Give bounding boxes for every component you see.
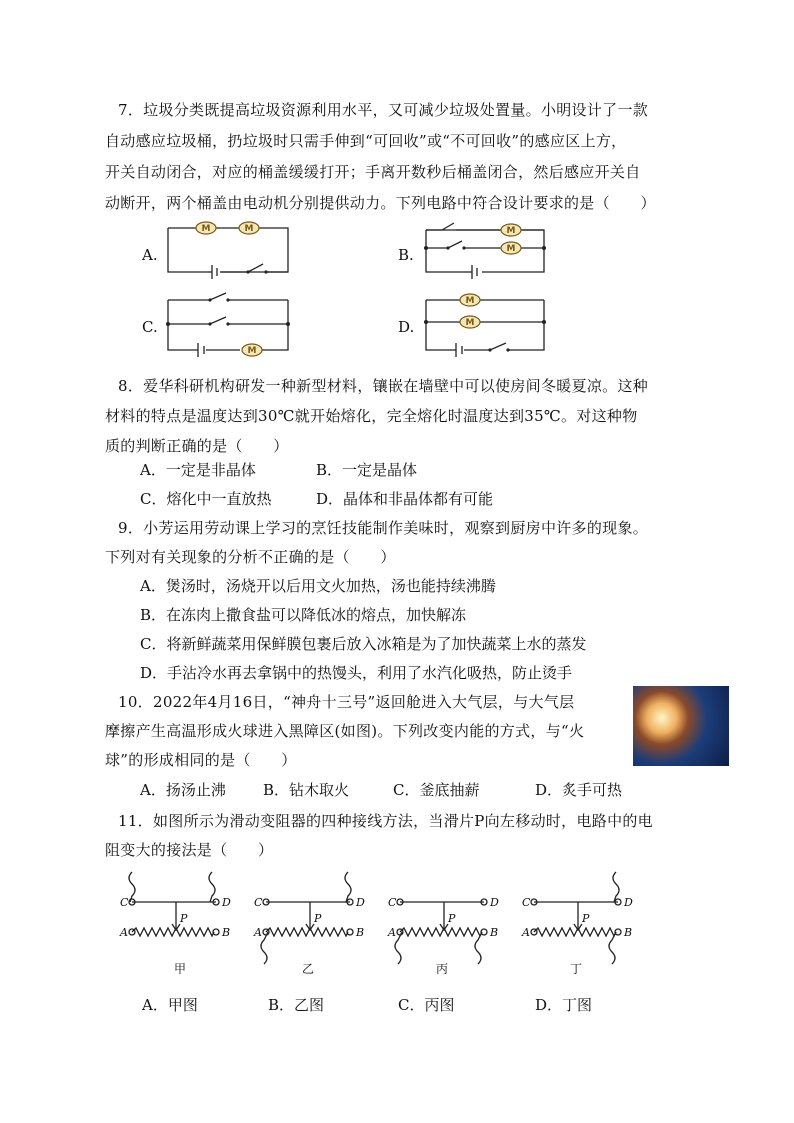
q11-line-2: 阻变大的接法是（ ） — [105, 841, 274, 859]
q10-option-c: C．釜底抽薪 — [393, 781, 480, 799]
rheostat-diagram-jia — [118, 870, 238, 980]
q10-option-b: B．钻木取火 — [263, 781, 350, 799]
q10-line-3: 球”的形成相同的是（ ） — [105, 751, 297, 769]
svg-text:M: M — [201, 224, 211, 234]
reentry-capsule-photo — [633, 686, 729, 766]
rheostat-diagram-yi — [252, 870, 372, 980]
circuit-diagram-c — [160, 292, 295, 357]
svg-text:M: M — [244, 224, 254, 234]
svg-text:D: D — [624, 896, 633, 909]
q7-option-d: D. — [398, 318, 415, 336]
q8-option-a: A．一定是非晶体 — [140, 461, 256, 479]
q11-option-c: C．丙图 — [398, 996, 455, 1014]
q7-option-c: C. — [142, 318, 158, 336]
svg-text:M: M — [506, 244, 516, 254]
svg-text:P: P — [448, 912, 456, 925]
svg-text:D: D — [356, 896, 365, 909]
q8-option-d: D．晶体和非晶体都有可能 — [316, 490, 494, 508]
caption-jia: 甲 — [174, 962, 187, 976]
svg-text:M: M — [247, 346, 257, 356]
svg-text:A: A — [388, 926, 396, 939]
q7-line-2: 自动感应垃圾桶，扔垃圾时只需手伸到“可回收”或“不可回收”的感应区上方， — [105, 132, 627, 150]
q8-line-1: 8．爱华科研机构研发一种新型材料，镶嵌在墙壁中可以使房间冬暖夏凉。这种 — [118, 377, 649, 395]
q9-option-d: D．手沾冷水再去拿锅中的热馒头，利用了水汽化吸热，防止烫手 — [140, 664, 573, 682]
q11-option-a: A．甲图 — [142, 996, 198, 1014]
q7-line-1: 7．垃圾分类既提高垃圾资源利用水平，又可减少垃圾处置量。小明设计了一款 — [118, 101, 649, 119]
q8-line-2: 材料的特点是温度达到30℃就开始熔化，完全熔化时温度达到35℃。对这种物 — [105, 407, 638, 425]
circuit-diagram-b — [420, 220, 550, 280]
q11-option-d: D．丁图 — [535, 996, 593, 1014]
q10-line-1: 10．2022年4月16日，“神舟十三号”返回舱进入大气层，与大气层 — [118, 693, 575, 711]
motor-icon — [460, 294, 480, 306]
q7-line-3: 开关自动闭合，对应的桶盖缓缓打开；手离开数秒后桶盖闭合，然后感应开关自 — [105, 163, 641, 181]
svg-text:M: M — [465, 318, 475, 328]
svg-text:A: A — [522, 926, 530, 939]
svg-text:C: C — [120, 896, 129, 909]
motor-icon — [501, 242, 521, 254]
svg-text:B: B — [222, 926, 231, 939]
svg-text:A: A — [254, 926, 262, 939]
svg-text:A: A — [120, 926, 128, 939]
q7-option-a: A. — [142, 246, 158, 264]
q10-option-d: D．炙手可热 — [535, 781, 623, 799]
q10-line-2: 摩擦产生高温形成火球进入黑障区(如图)。下列改变内能的方式，与“火 — [105, 722, 585, 740]
circuit-diagram-a — [160, 220, 295, 280]
q7-line-4: 动断开，两个桶盖由电动机分别提供动力。下列电路中符合设计要求的是（ ） — [105, 194, 656, 212]
caption-bing: 丙 — [436, 962, 449, 976]
caption-yi: 乙 — [302, 962, 315, 976]
q9-line-2: 下列对有关现象的分析不正确的是（ ） — [105, 548, 396, 566]
q8-option-b: B．一定是晶体 — [316, 461, 418, 479]
q10-option-a: A．扬汤止沸 — [140, 781, 226, 799]
svg-text:P: P — [314, 912, 322, 925]
svg-text:P: P — [582, 912, 590, 925]
svg-text:B: B — [490, 926, 499, 939]
svg-text:D: D — [490, 896, 499, 909]
svg-text:P: P — [180, 912, 188, 925]
motor-icon — [239, 222, 259, 234]
svg-text:B: B — [356, 926, 365, 939]
motor-icon — [460, 316, 480, 328]
rheostat-diagram-ding — [520, 870, 640, 980]
svg-text:B: B — [624, 926, 633, 939]
motor-icon — [196, 222, 216, 234]
motor-icon — [242, 344, 262, 356]
q7-option-b: B. — [398, 246, 414, 264]
q11-line-1: 11．如图所示为滑动变阻器的四种接线方法，当滑片P向左移动时，电路中的电 — [118, 812, 653, 830]
svg-text:C: C — [522, 896, 531, 909]
svg-text:M: M — [506, 226, 516, 236]
motor-icon — [501, 224, 521, 236]
q9-option-b: B．在冻肉上撒食盐可以降低冰的熔点，加快解冻 — [140, 606, 467, 624]
svg-text:M: M — [465, 296, 475, 306]
q9-option-a: A．煲汤时，汤烧开以后用文火加热，汤也能持续沸腾 — [140, 577, 496, 595]
q8-line-3: 质的判断正确的是（ ） — [105, 437, 289, 455]
q11-option-b: B．乙图 — [268, 996, 325, 1014]
svg-text:D: D — [222, 896, 231, 909]
q9-option-c: C．将新鲜蔬菜用保鲜膜包裹后放入冰箱是为了加快蔬菜上水的蒸发 — [140, 635, 587, 653]
svg-text:C: C — [254, 896, 263, 909]
caption-ding: 丁 — [570, 962, 583, 976]
rheostat-diagram-bing — [386, 870, 506, 980]
q8-option-c: C．熔化中一直放热 — [140, 490, 272, 508]
q9-line-1: 9．小芳运用劳动课上学习的烹饪技能制作美味时，观察到厨房中许多的现象。 — [118, 519, 649, 537]
circuit-diagram-d — [420, 292, 550, 357]
svg-text:C: C — [388, 896, 397, 909]
